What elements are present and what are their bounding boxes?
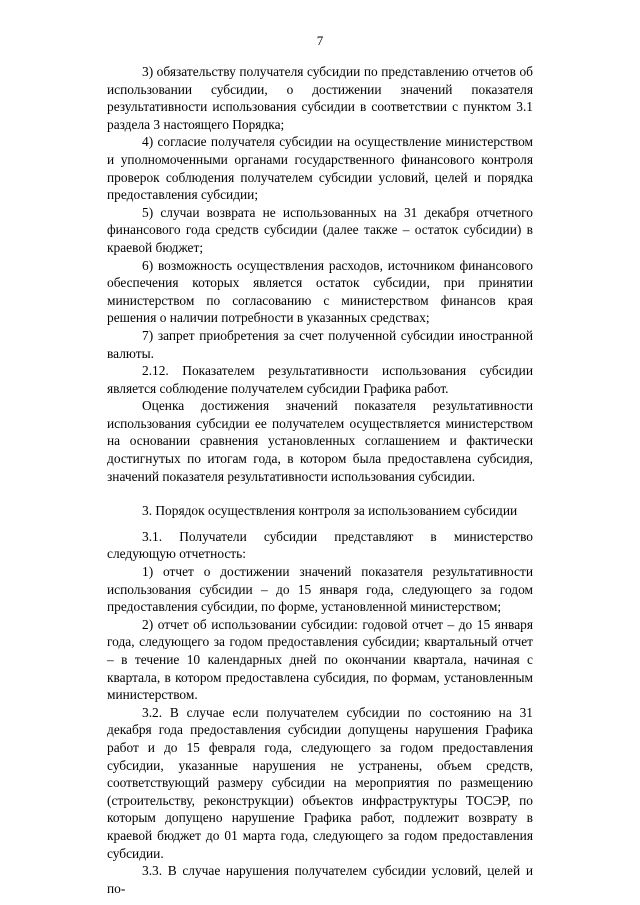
paragraph-item-4: 4) согласие получателя субсидии на осуществление министерством и уполномоченными органами государственного финансового контроля проверок соблюдения получателем субсидии условий, целей и порядка предоставления субсидии; — [107, 134, 533, 203]
paragraph-item-6: 6) возможность осуществления расходов, источником финансового обеспечения которых является остаток субсидии, при принятии министерством по согласованию с министерством финансов края решения о наличии потребности в указанных средствах; — [107, 257, 533, 326]
paragraph-3-3: 3.3. В случае нарушения получателем субсидии условий, целей и по- — [107, 863, 533, 896]
document-body — [107, 63, 533, 897]
paragraph-item-7: 7) запрет приобретения за счет полученной субсидии иностранной валюты. — [107, 327, 533, 361]
paragraph-3-1-item-1: 1) отчет о достижении значений показателя результативности использования субсидии – до 15 января года, следующего за годом предоставления субсидии, по форме, установленной министерством; — [107, 564, 533, 615]
page-number: 7 — [316, 33, 324, 48]
paragraph-item-5: 5) случаи возврата не использованных на 31 декабря отчетного финансового года средств субсидии (далее также – остаток субсидии) в краевой бюджет; — [107, 204, 533, 255]
section-3-heading: 3. Порядок осуществления контроля за использованием субсидии — [142, 503, 518, 519]
paragraph-3-1-item-2: 2) отчет об использовании субсидии: годовой отчет – до 15 января года, следующего за годом предоставления субсидии; квартальный отчет – в течение 10 календарных дней по окончании квартала, начиная с квартала, в котором предоставлена субсидия, по формам, установленным министерством. — [107, 616, 533, 703]
paragraph-2-12: 2.12. Показателем результативности использования субсидии является соблюдение получателем субсидии Графика работ. — [107, 363, 533, 396]
paragraph-3-1: 3.1. Получатели субсидии представляют в министерство следующую отчетность: — [107, 528, 533, 562]
paragraph-3-2: 3.2. В случае если получателем субсидии по состоянию на 31 декабря года предоставления субсидии допущены нарушения Графика работ и до 15 февраля года, следующего за годом предоставления субсидии, указанные нарушения не устранены, объем средств, соответствующий размеру субсидии на мероприятия по размещению (строительству, реконструкции) объектов инфраструктуры ТОСЭР, по которым допущено нарушение Графика работ, подлежит возврату в краевой бюджет до 01 марта года, следующего за годом предоставления субсидии. — [107, 704, 533, 861]
paragraph-evaluation: Оценка достижения значений показателя результативности использования субсидии ее получателем осуществляется министерством на основании сравнения установленных соглашением и фактически достигнутых по итогам года, в котором была предоставлена субсидия, значений показателя результативности использования субсидии. — [107, 398, 533, 484]
paragraph-item-3: 3) обязательству получателя субсидии по представлению отчетов об использовании субсидии, о достижении значений показателя результативности использования субсидии в соответствии с пунктом 3.1 раздела 3 настоящего Порядка; — [107, 64, 533, 132]
